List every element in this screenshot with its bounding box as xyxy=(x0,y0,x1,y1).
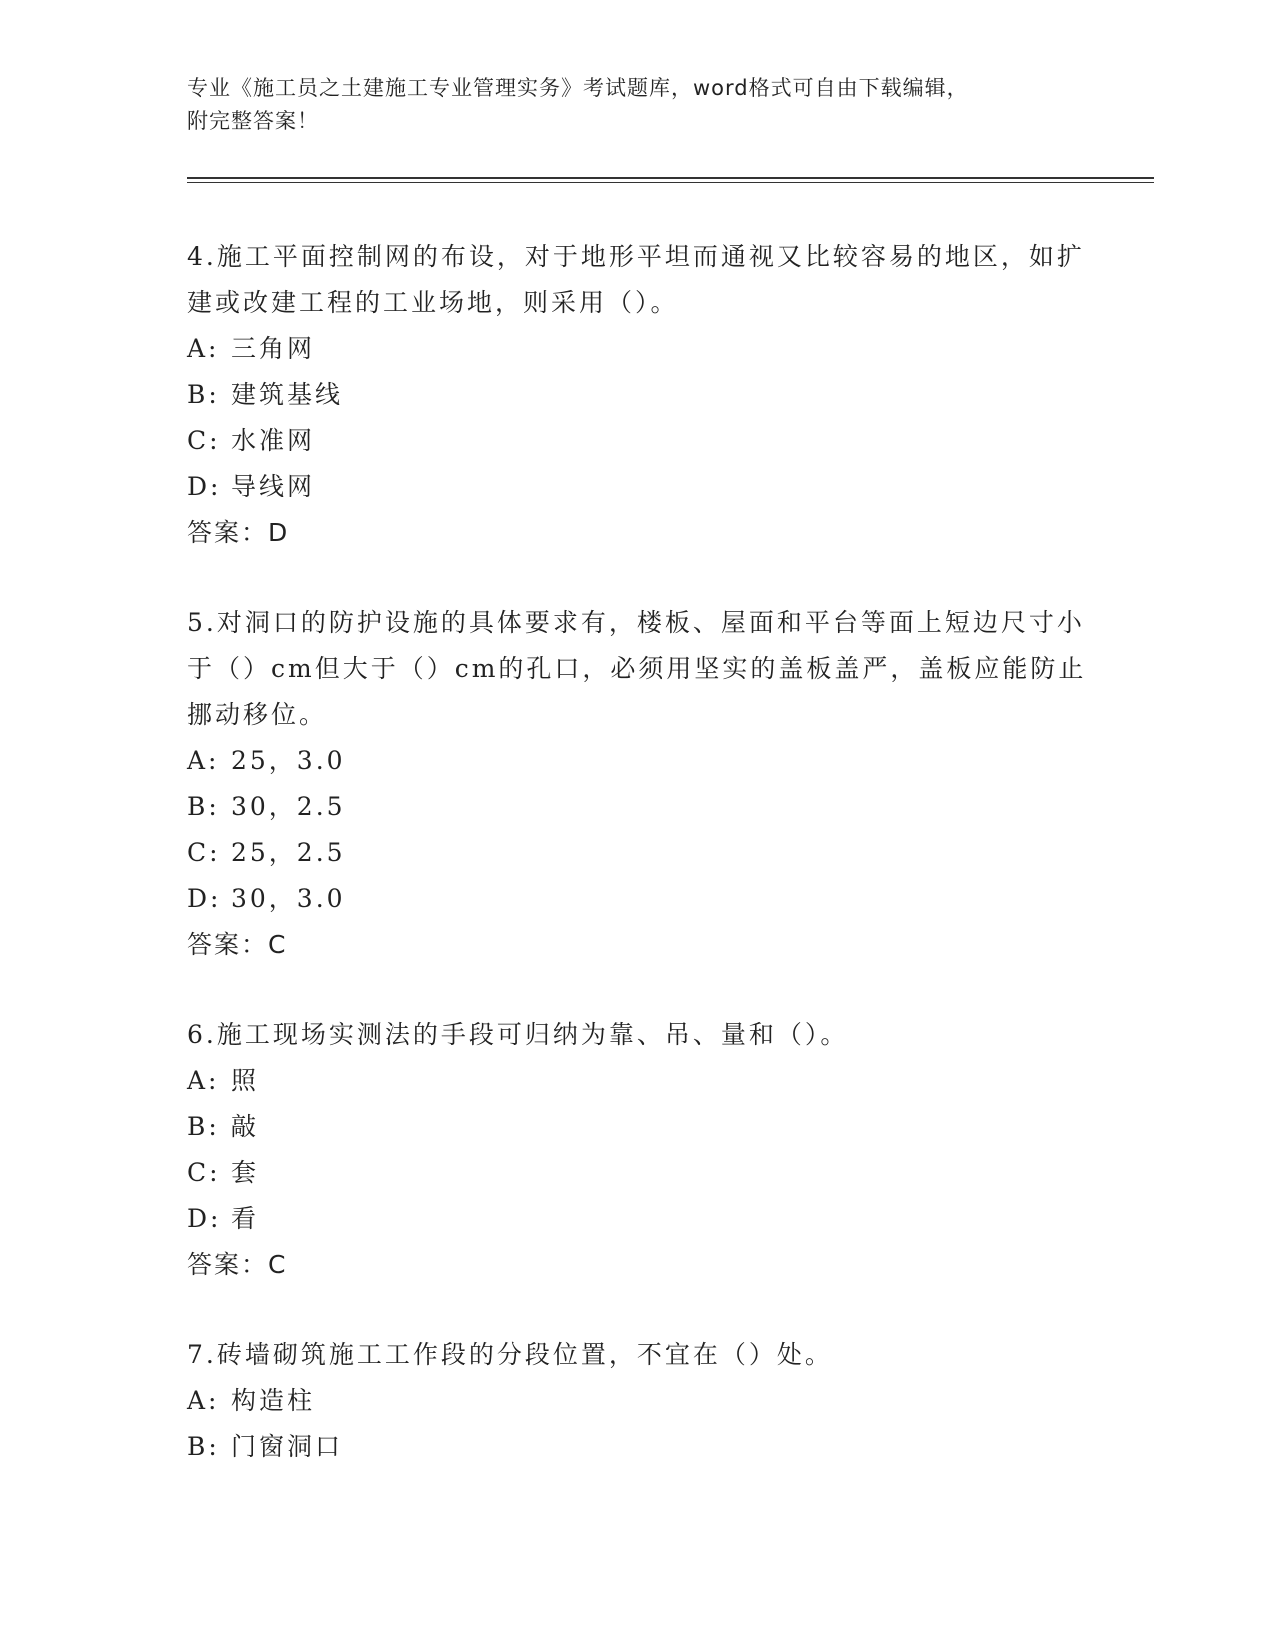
option-text: 30，2.5 xyxy=(231,792,346,821)
option-item xyxy=(187,326,1087,372)
option-item xyxy=(187,830,1087,876)
option-item xyxy=(187,784,1087,830)
option-text: 25，2.5 xyxy=(231,838,346,867)
question-stem: 7.砖墙砌筑施工工作段的分段位置，不宜在（）处。 xyxy=(187,1340,833,1369)
option-key: D: xyxy=(187,884,222,913)
answer-line: 答案：C xyxy=(187,1250,288,1279)
option-key: C: xyxy=(187,838,221,867)
question-block xyxy=(187,1332,1087,1470)
option-text: 导线网 xyxy=(231,472,316,501)
option-key: C: xyxy=(187,1158,221,1187)
question-block xyxy=(187,1012,1087,1288)
option-item xyxy=(187,372,1087,418)
option-text: 建筑基线 xyxy=(231,380,344,409)
option-item xyxy=(187,1424,1087,1470)
answer-line: 答案：C xyxy=(187,930,288,959)
option-key: B: xyxy=(187,1112,220,1141)
option-text: 30，3.0 xyxy=(231,884,346,913)
option-text: 水准网 xyxy=(231,426,316,455)
header-divider-thick xyxy=(187,177,1154,179)
option-text: 敲 xyxy=(231,1112,260,1141)
option-item xyxy=(187,1196,1087,1242)
option-text: 看 xyxy=(231,1204,260,1233)
option-item xyxy=(187,418,1087,464)
option-text: 照 xyxy=(231,1066,260,1095)
option-key: A: xyxy=(187,1386,220,1415)
option-list xyxy=(187,1058,1087,1242)
question-block xyxy=(187,600,1087,968)
question-stem: 4.施工平面控制网的布设，对于地形平坦而通视又比较容易的地区，如扩建或改建工程的工业场地，则采用（）。 xyxy=(187,242,1085,317)
option-key: B: xyxy=(187,792,220,821)
option-key: B: xyxy=(187,380,220,409)
option-item xyxy=(187,1104,1087,1150)
header-line-1: 专业《施工员之土建施工专业管理实务》考试题库，word格式可自由下载编辑， xyxy=(187,76,969,100)
option-text: 构造柱 xyxy=(231,1386,316,1415)
option-text: 门窗洞口 xyxy=(231,1432,344,1461)
question-stem: 5.对洞口的防护设施的具体要求有，楼板、屋面和平台等面上短边尺寸小于（）cm但大于（）cm的孔口，必须用坚实的盖板盖严，盖板应能防止挪动移位。 xyxy=(187,608,1087,729)
option-item xyxy=(187,1378,1087,1424)
option-item xyxy=(187,1058,1087,1104)
option-key: A: xyxy=(187,1066,220,1095)
option-list xyxy=(187,738,1087,922)
question-block xyxy=(187,234,1087,556)
option-key: C: xyxy=(187,426,221,455)
option-text: 25，3.0 xyxy=(231,746,346,775)
header-line-2: 附完整答案！ xyxy=(187,109,319,133)
option-key: B: xyxy=(187,1432,220,1461)
option-list xyxy=(187,1378,1087,1470)
option-key: A: xyxy=(187,334,220,363)
option-list xyxy=(187,326,1087,510)
question-stem: 6.施工现场实测法的手段可归纳为靠、吊、量和（）。 xyxy=(187,1020,849,1049)
header-divider-thin xyxy=(187,182,1154,183)
answer-line: 答案：D xyxy=(187,518,290,547)
option-key: A: xyxy=(187,746,220,775)
option-text: 套 xyxy=(231,1158,260,1187)
option-item xyxy=(187,464,1087,510)
option-item xyxy=(187,876,1087,922)
option-item xyxy=(187,738,1087,784)
document-header xyxy=(187,72,1067,138)
option-key: D: xyxy=(187,1204,222,1233)
option-item xyxy=(187,1150,1087,1196)
option-key: D: xyxy=(187,472,222,501)
option-text: 三角网 xyxy=(231,334,316,363)
